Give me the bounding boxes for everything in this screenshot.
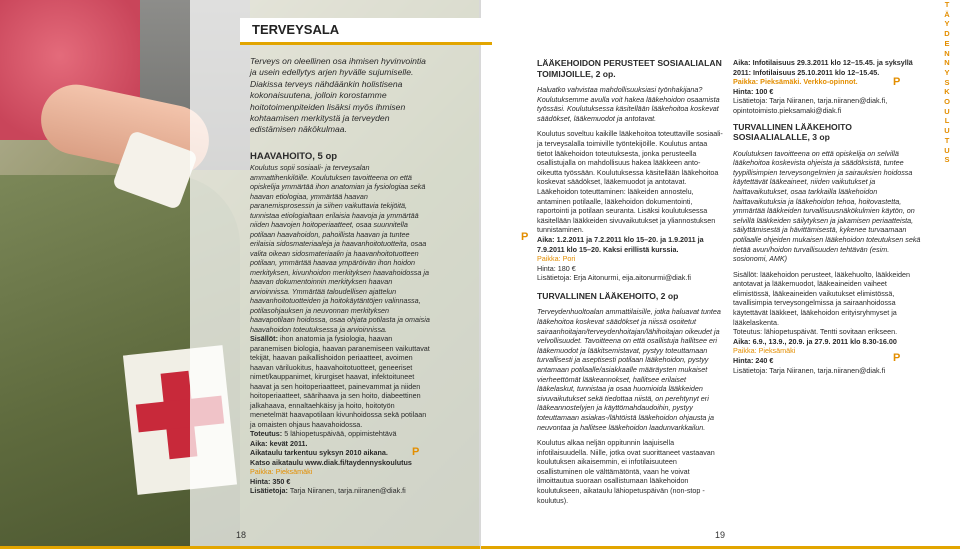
course-aika: Aika: Infotilaisuus 29.3.2011 klo 12–15.45. ja syksyllä 2011: Infotilaisuus 25.10.2011 klo 12–15.45. <box>733 58 913 77</box>
course-intro: Haluatko vahvistaa mahdollisuuksiasi työnhakijana? Koulutuksemme avulla voit hakea lääkehoidon osaamista työssäsi. Koulutuksessa käsitellään lääkehoitoa koskevat säädökset, lääkemuodot ja antotavat. <box>537 85 720 123</box>
course-aika: Aika: kevät 2011. <box>250 438 308 448</box>
side-tab-letter: T <box>944 0 950 9</box>
course-title-2: TURVALLINEN LÄÄKEHOITO, 2 op <box>537 290 679 301</box>
side-tab-letter: S <box>944 155 950 165</box>
side-tab-letter: K <box>944 87 950 97</box>
course-body: Koulutus soveltuu kaikille lääkehoitoa toteuttaville sosiaali- ja terveysalalla toimiville työntekijöille. Koulutus antaa tietot lääkehoidon toteutuksesta, jonka perusteella osallistujalla on mahdollisuus hakea lääkkeen anto-oikeutta työssään. Koulutuksessa käsitellään lääkehoitoa koskevat säädökset, lääkemuodot ja antotavat. Lääkehoidon toteuttaminen: lääkeiden annostelu, antaminen potilaalle, lääkehoidon dokumentointi, raportointi ja potilaan seuranta. Lisäksi koulutuksessa käsitellään lääkkeiden sivuvaikutukset ja yliannostuksen tunnistaminen. Aika: 1.2.2011 ja 7.2.2011 klo 15–20. ja 1.9.2011 ja 7.9.2011 klo 15–20. Kaksi erillistä kurssia. Paikka: Pori Hinta: 180 € Lisätietoja: Erja Aitonurmi, eija.aitonurmi@diak.fi <box>537 129 723 283</box>
side-tab-letter: E <box>944 38 950 48</box>
page-number-left: 18 <box>236 530 247 540</box>
course-description-2: Terveydenhuoltoalan ammattilaisille, jotka haluavat tuntea lääkehoitoa koskevat säädökset ja niissä osoitetut sairaanhoitajan/terveydenhoitajan/lähihoitajan oikeudet ja velvollisuudet. Tavoitteena on että osallistuja hallitsee eri lääkemuodot ja lääkitsemistavat, pystyy toteuttamaan turvallisesti ja aseptisesti potilaan lääkehoidon, pystyy antamaan potilaalle/asiakkaalle määräysten mukaiset vierheettömät lääkeannokset, hallitsee erilaiset lääkelaskut, tunnistaa ja osaa huomioida lääkkeiden sivuvaikutukset sekä tiedottaa niistä, on perehtynyt eri lääkeannostelyjen ja käyttömahdaudoihin, pystyy toteuttamaan asiakas-/lähtöistä lääkehoidon ohjausta ja neuvontaa ja hallitsee lääkehoidon laadunvarkkailun. <box>537 307 721 432</box>
course-aikataulu: Aikataulu tarkentuu syksyn 2010 aikana. <box>250 448 388 458</box>
course-toteutus: Toteutus: 5 lähiopetuspäivää, oppimistehtävä <box>250 429 397 439</box>
side-tab-letter: L <box>944 116 950 126</box>
side-tab-letter: U <box>944 106 950 116</box>
p-location-icon: P <box>412 446 420 458</box>
p-location-icon: P <box>893 352 901 364</box>
left-column <box>250 56 430 496</box>
course-lisatietoja: Lisätietoja: Erja Aitonurmi, eija.aitonurmi@diak.fi <box>537 273 691 283</box>
course-lisatietoja: Lisätietoja: Tarja Niiranen, tarja.niiranen@diak.fi, opintotoimisto.pieksamaki@diak.fi <box>733 96 888 115</box>
side-tab-letter: U <box>944 126 950 136</box>
intro-text: Terveys on oleellinen osa ihmisen hyvinvointia ja usein edellytys arjen hyvälle sujumiselle. Diakissa terveys nähdäänkin holistisena kokonaisuutena, jolloin korostamme hoitotoimenpiteiden lisäksi myös ihmisen kohtaamisen merkitystä ja terveyden edistämisen näkökulmaa. <box>250 56 426 135</box>
course-body-2: Koulutus alkaa neljän oppitunnin laajuisella infotilaisuudella. Niille, jotka ovat suorittaneet vastaavan koulutuksen aikaisemmin, ei infotilaisuuteen osallistuminen ole välttämätöntä, vaan he voivat ilmoittautua suoraan osallistumaan lääkehoidon koulutukseen, aikataulu lähiopetuspäivän (non-stop -koulutus). <box>537 438 715 505</box>
side-tab-letter: Y <box>944 67 950 77</box>
side-tab-letter: D <box>944 29 950 39</box>
course-content: Sisällöt: ihon anatomia ja fysiologia, haavan paranemisen biologia, haavan paranemiseen vaikuttavat tekijät, haavan paikallishoidon periaatteet, avoimen haavan väriluokitus, haavahoitotuotteet, geneeriset nimet/kauppanimet, kirurgiset haavat, infektoituneet haavat ja sen hoitoperiaatteet, painevammat ja niiden hoitoperiaatteet, säärihaava ja sen hoito, diabeettinen jalkahaava, ennaltaehkäisy ja hoito, hoitotyön menetelmät haavapotilaan kivunhoidossa sekä potilaan ja omaisten ohjaus haavahoidossa. <box>250 334 430 429</box>
course-hinta: Hinta: 180 € <box>537 263 576 273</box>
right-column-1 <box>537 58 723 511</box>
course-title-3: TURVALLINEN LÄÄKEHOITO SOSIAALIALALLE, 3 op <box>733 121 852 143</box>
side-tab-letter: N <box>944 48 950 58</box>
course-hinta: Hinta: 350 € <box>250 476 291 486</box>
course-link[interactable]: Katso aikataulu www.diak.fi/taydennyskoulutus <box>250 457 412 467</box>
side-tab-letter: Y <box>944 19 950 29</box>
side-tab-letter: O <box>944 97 950 107</box>
course-description: Koulutus sopii sosiaali- ja terveysalan ammattihenkilöille. Koulutuksen tavoitteena on että opiskelija ymmärtää ihon anatomian ja fysiologiaa sekä haavan etiologiaa, ymmärtää haavan paranemisprosessin ja siihen vaikuttavia tekijöitä, tunnistaa etiologialtaan erilaisia haavoja ja ymmärtää niiden haavojen hoitoperiaatteet, osaa suunnitella potilaan haavahoidon, pahoillista haavan ja tuntee erilaisia sidosmateriaaleja ja haavanhoitotuotteita, osaa valita oikean sidosmateriaalin ja haavanhoitotuotteen potilaan, ymmärtää haavaa ympäröivän ihon hoidon merkityksen, kivunhoidon merkityksen haavahoidossa ja haavan dokumentoinnin merkityksen haavan arvioinnissa. Ymmärtää taloudellisen ajattelun haavanhoitotuotteiden ja hoitokäytäntöjen valinnassa, potilasohjauksen ja neuvonnan merkityksen haavapotilaan hoidossa, osaa ohjata potilasta ja omaisia haavahoidon toteutuksessa ja arvioinnissa. <box>250 163 430 334</box>
side-tab-letter: Ä <box>944 9 950 19</box>
course-title: LÄÄKEHOIDON PERUSTEET SOSIAALIALAN TOIMIJOILLE, 2 op. <box>537 58 722 79</box>
course-description-3: Koulutuksen tavoitteena on että opiskelija on selvillä lääkehoitoa koskevista ohjeista ja säädöksistä, tuntee tyypillisimpien terveysongelmien ja sairauksien hoidossa käytettävät lääkeaineet, niiden vaikutukset ja haittavaikutukset, osaa tarkkailla lääkehoidon haittavaikutuksia ja lääkehoidon tehoa, hoitovastetta, ymmärtää lääkkeiden turvallisuusnäkökulmien käytön, on selvillä lääkkeiden säilytyksen ja jakamisen periaatteista, säilyttämisestä ja hävittämisestä, kykenee turvaamaan potilaalle ohjeiden mukaisen lääkehoidon toteutuksen sekä tietää avun/hoidon turvallisuuden tehtävän (esim. sosionomi, AMK) <box>733 148 921 264</box>
course-paikka: Paikka: Pieksämäki <box>250 467 313 477</box>
page-number-right: 19 <box>715 530 726 540</box>
p-location-icon: P <box>893 76 901 88</box>
side-tab-letter: U <box>944 145 950 155</box>
spine-divider <box>479 0 481 549</box>
side-tab-taydennyskoulutus <box>938 0 956 165</box>
side-tab-letter: T <box>944 135 950 145</box>
side-tab-letter: S <box>944 77 950 87</box>
p-location-icon: P <box>521 231 529 243</box>
course-content-3: Sisällöt: lääkehoidon perusteet, lääkehuolto, lääkkeiden antotavat ja lääkemuodot, lääkeaineiden vaiheet elimistössä, lääkeaineiden vaikutukset elimistössä, tavallisimpia terveysongelmissa ja sairaanhoidossa käytettävät lääkkeet, lääkehoidon erityisryhmyset ja lääkelaskenta. Toteutus: lähiopetuspäivät. Tentti sovitaan erikseen. Aika: 6.9., 13.9., 20.9. ja 27.9. 2011 klo 8.30-16.00 Paikka: Pieksämäki Hinta: 240 € Lisätietoja: Tarja Niiranen, tarja.niiranen@diak.fi <box>733 269 911 375</box>
course-hinta: Hinta: 100 € <box>733 86 774 96</box>
course-title: HAAVAHOITO, 5 op <box>250 150 338 162</box>
side-tab-letter: N <box>944 58 950 68</box>
course-aika: Aika: 1.2.2011 ja 7.2.2011 klo 15–20. ja 1.9.2011 ja 7.9.2011 klo 15–20. Kaksi erillistä kurssia. <box>537 234 704 254</box>
course-paikka: Paikka: Pieksämäki. Verkko-opinnot. <box>733 77 858 87</box>
right-column-2 <box>733 58 923 381</box>
page-title: TERVEYSALA <box>240 18 492 45</box>
course-paikka: Paikka: Pori <box>537 254 576 264</box>
course-lisatietoja: Lisätietoja: Tarja Niiranen, tarja.niiranen@diak.fi <box>250 486 406 496</box>
